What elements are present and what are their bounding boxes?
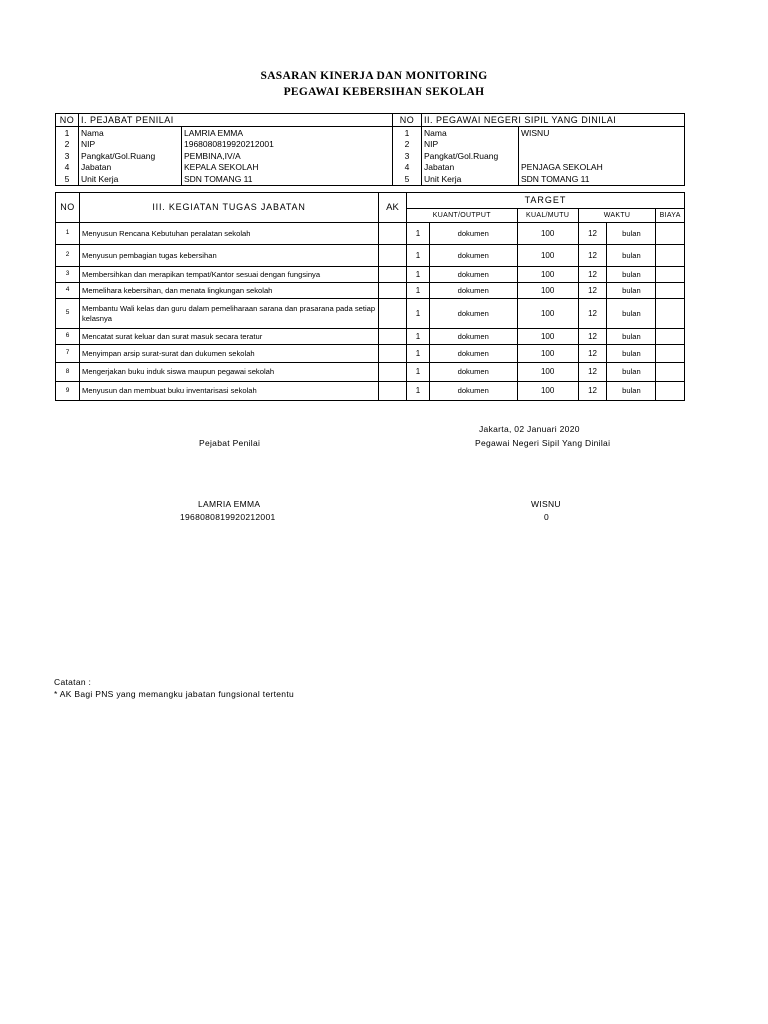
field-label: NIP [422,139,519,151]
pns-dinilai-header: II. PEGAWAI NEGERI SIPIL YANG DINILAI [422,114,685,127]
activity-description: Menyimpan arsip surat-surat dan dukumen sekolah [80,345,379,363]
field-label: Pangkat/Gol.Ruang [422,150,519,162]
target-header: TARGET [407,193,685,209]
activity-ak [379,223,407,245]
activity-quantity: 1 [407,382,430,401]
field-label: Unit Kerja [422,173,519,185]
activity-time: 12 [578,223,607,245]
activity-unit: dokumen [429,299,517,329]
activity-ak [379,245,407,267]
identity-header-row [56,114,685,127]
activity-quality: 100 [517,283,578,299]
activity-quantity: 1 [407,267,430,283]
document-title-line1: SASARAN KINERJA DAN MONITORING [260,70,488,82]
identity-row [56,127,685,139]
activity-time: 12 [578,299,607,329]
pns-dinilai-nip: 0 [544,512,550,522]
identity-no-header-right: NO [393,114,422,127]
row-number: 3 [56,150,79,162]
activity-time: 12 [578,267,607,283]
row-number: 3 [393,150,422,162]
activity-unit: dokumen [429,245,517,267]
activity-unit: dokumen [429,267,517,283]
row-number: 1 [56,127,79,139]
activity-quality: 100 [517,245,578,267]
activity-number: 5 [56,299,80,329]
activity-cost [656,223,685,245]
activity-quality: 100 [517,329,578,345]
activity-time: 12 [578,329,607,345]
activity-ak [379,345,407,363]
field-value: PEMBINA,IV/A [182,150,393,162]
activity-quality: 100 [517,345,578,363]
activity-time-unit: bulan [607,223,656,245]
activity-time: 12 [578,245,607,267]
activity-time: 12 [578,283,607,299]
row-number: 4 [56,162,79,174]
activity-quantity: 1 [407,329,430,345]
activity-number: 6 [56,329,80,345]
activity-quantity: 1 [407,363,430,382]
activity-row [56,283,685,299]
field-label: Nama [79,127,182,139]
activity-quantity: 1 [407,299,430,329]
field-label: Pangkat/Gol.Ruang [79,150,182,162]
row-number: 2 [56,139,79,151]
activity-time: 12 [578,382,607,401]
kual-mutu-header: KUAL/MUTU [517,209,578,223]
field-label: Jabatan [422,162,519,174]
activity-row [56,363,685,382]
activity-ak [379,363,407,382]
activity-row [56,345,685,363]
activity-unit: dokumen [429,223,517,245]
activity-description: Menyusun Rencana Kebutuhan peralatan sekolah [80,223,379,245]
activity-row [56,223,685,245]
activity-quality: 100 [517,382,578,401]
identity-row [56,150,685,162]
activity-row [56,245,685,267]
row-number: 5 [56,173,79,185]
activity-ak [379,267,407,283]
activity-time-unit: bulan [607,382,656,401]
activity-unit: dokumen [429,382,517,401]
field-label: Unit Kerja [79,173,182,185]
activity-quality: 100 [517,299,578,329]
activity-time-unit: bulan [607,329,656,345]
activity-time-unit: bulan [607,245,656,267]
activity-ak [379,283,407,299]
identity-table [55,113,685,186]
activity-no-header: NO [56,193,80,223]
activity-quantity: 1 [407,345,430,363]
activity-cost [656,283,685,299]
notes-line: * AK Bagi PNS yang memangku jabatan fungsional tertentu [54,689,295,699]
activities-table [55,192,685,401]
place-date: Jakarta, 02 Januari 2020 [479,424,580,434]
activity-cost [656,329,685,345]
activity-cost [656,382,685,401]
pejabat-penilai-name: LAMRIA EMMA [198,499,261,509]
activity-time: 12 [578,363,607,382]
activity-unit: dokumen [429,363,517,382]
notes-label: Catatan : [54,677,92,687]
activity-unit: dokumen [429,283,517,299]
activity-cost [656,345,685,363]
activity-ak [379,299,407,329]
row-number: 1 [393,127,422,139]
activity-row [56,299,685,329]
activity-quality: 100 [517,363,578,382]
activity-quality: 100 [517,223,578,245]
field-value: 196808081992021200​1 [182,139,393,151]
activity-number: 8 [56,363,80,382]
activity-number: 4 [56,283,80,299]
activity-row [56,329,685,345]
activity-description: Memelihara kebersihan, dan menata lingkungan sekolah [80,283,379,299]
activities-header-row [56,193,685,209]
identity-no-header-left: NO [56,114,79,127]
activity-description: Membersihkan dan merapikan tempat/Kantor sesuai dengan fungsinya [80,267,379,283]
activity-cost [656,299,685,329]
activity-row [56,267,685,283]
activity-time-unit: bulan [607,345,656,363]
activity-number: 9 [56,382,80,401]
activity-description: Mencatat surat keluar dan surat masuk secara teratur [80,329,379,345]
field-label: Nama [422,127,519,139]
biaya-header: BIAYA [656,209,685,223]
activity-unit: dokumen [429,345,517,363]
identity-row [56,162,685,174]
ak-header: AK [379,193,407,223]
activity-quantity: 1 [407,223,430,245]
pns-dinilai-name: WISNU [531,499,561,509]
pejabat-penilai-role: Pejabat Penilai [199,438,261,448]
activity-quality: 100 [517,267,578,283]
field-value: LAMRIA EMMA [182,127,393,139]
field-value: KEPALA SEKOLAH [182,162,393,174]
activity-time-unit: bulan [607,283,656,299]
activity-quantity: 1 [407,283,430,299]
activity-cost [656,267,685,283]
activity-description: Membantu Wali kelas dan guru dalam pemeliharaan sarana dan prasarana pada setiap kelasnya [80,299,379,329]
activity-time-unit: bulan [607,363,656,382]
activity-cost [656,363,685,382]
row-number: 4 [393,162,422,174]
activity-description: Mengerjakan buku induk siswa maupun pegawai sekolah [80,363,379,382]
pejabat-penilai-header: I. PEJABAT PENILAI [79,114,393,127]
activity-number: 2 [56,245,80,267]
row-number: 5 [393,173,422,185]
identity-row [56,139,685,151]
field-value: SDN TOMANG 11 [182,173,393,185]
activity-number: 1 [56,223,80,245]
pns-dinilai-role: Pegawai Negeri Sipil Yang Dinilai [475,438,611,448]
kegiatan-header: III. KEGIATAN TUGAS JABATAN [80,193,379,223]
activity-time-unit: bulan [607,267,656,283]
activity-unit: dokumen [429,329,517,345]
document-title-line2: PEGAWAI KEBERSIHAN SEKOLAH [283,86,485,98]
field-label: NIP [79,139,182,151]
activity-ak [379,382,407,401]
activity-time-unit: bulan [607,299,656,329]
activity-row [56,382,685,401]
row-number: 2 [393,139,422,151]
activity-ak [379,329,407,345]
kuant-output-header: KUANT/OUTPUT [407,209,518,223]
field-value: WISNU [519,127,685,139]
field-value: PENJAGA SEKOLAH [519,162,685,174]
activity-description: Menyusun dan membuat buku inventarisasi sekolah [80,382,379,401]
pejabat-penilai-nip: 196808081992021200​1 [180,512,276,522]
field-value: SDN TOMANG 11 [519,173,685,185]
activity-cost [656,245,685,267]
activity-quantity: 1 [407,245,430,267]
activity-time: 12 [578,345,607,363]
field-label: Jabatan [79,162,182,174]
field-value [519,150,685,162]
identity-row [56,173,685,185]
field-value [519,139,685,151]
activity-description: Menyusun pembagian tugas kebersihan [80,245,379,267]
waktu-header: WAKTU [578,209,656,223]
activity-number: 7 [56,345,80,363]
activity-number: 3 [56,267,80,283]
